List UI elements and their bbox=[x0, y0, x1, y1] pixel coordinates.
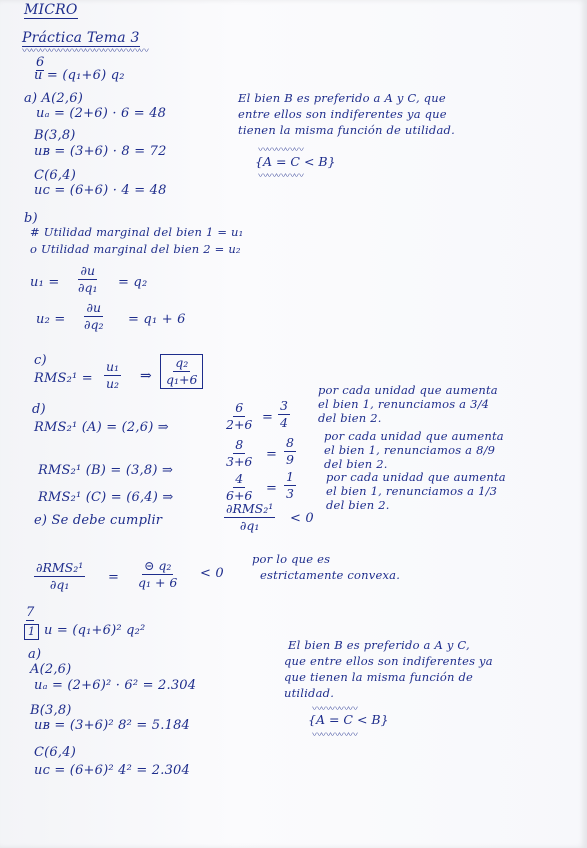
ex6-u2-num: ∂u bbox=[86, 300, 101, 315]
ex6-dC-frac bbox=[224, 472, 254, 503]
ex7-a-point-A: A(2,6) bbox=[30, 662, 72, 677]
subject-heading: MICRO bbox=[24, 2, 78, 18]
ex6-c-den: u₂ bbox=[106, 376, 120, 391]
ex6-c-result-box bbox=[160, 354, 203, 389]
ex6-dA-note-2: el bien 1, renunciamos a 3/4 bbox=[318, 397, 490, 411]
ex6-dC-num: 4 bbox=[235, 471, 244, 486]
ex6-dB-num: 8 bbox=[235, 437, 244, 452]
ex6-u1-lhs: u₁ = bbox=[30, 275, 60, 290]
ex6-dC-note-2: el bien 1, renunciamos a 1/3 bbox=[326, 484, 498, 498]
ex6-e-frac bbox=[224, 502, 275, 533]
ex6-dC-note-1: por cada unidad que aumenta bbox=[326, 470, 506, 484]
ex6-dA-rden: 4 bbox=[280, 415, 288, 430]
ex6-c-result-den: q₁+6 bbox=[166, 372, 198, 387]
ex7-a-label: a) bbox=[28, 647, 42, 662]
title-underline-wave: 〰〰〰〰〰〰〰〰〰〰〰〰〰〰 bbox=[22, 46, 148, 57]
ex6-dB-rden: 9 bbox=[286, 452, 294, 467]
ex6-c-arrow: ⇒ bbox=[140, 368, 152, 384]
ex6-c-num: u₁ bbox=[106, 359, 120, 374]
ex6-u2-den: ∂q₂ bbox=[84, 317, 104, 332]
ex7-a-point-C: C(6,4) bbox=[34, 745, 76, 760]
ex6-e2-rnum: ⊝ q₂ bbox=[143, 558, 172, 573]
ex6-e-cond: < 0 bbox=[290, 511, 314, 526]
ex6-a-utility-B: uʙ = (3+6) · 8 = 72 bbox=[34, 144, 167, 159]
ex6-c-label: c) bbox=[34, 353, 47, 368]
ex7-a-point-B: B(3,8) bbox=[30, 703, 72, 718]
ex6-u2-fraction bbox=[82, 301, 105, 332]
ex6-dA-result bbox=[278, 399, 290, 430]
ex6-order-wave-bottom: 〰〰〰〰〰 bbox=[258, 171, 303, 182]
exercise-7-item-box: 1 bbox=[24, 624, 39, 640]
ex6-dA-rnum: 3 bbox=[280, 398, 288, 413]
ex6-a-utility-A: uₐ = (2+6) · 6 = 48 bbox=[36, 106, 167, 121]
ex6-e2-result bbox=[136, 559, 179, 590]
ex6-dB-frac bbox=[224, 438, 254, 469]
exercise-6-utility: u = (q₁+6) q₂ bbox=[34, 68, 125, 83]
ex6-dB-eq: = bbox=[266, 447, 278, 462]
ex7-note-line-2: que entre ellos son indiferentes ya bbox=[284, 654, 493, 668]
ex6-b-label: b) bbox=[24, 211, 38, 226]
ex6-u1-num: ∂u bbox=[80, 263, 95, 278]
page-title: Práctica Tema 3 bbox=[22, 30, 140, 46]
ex6-b-line-1: # Utilidad marginal del bien 1 = u₁ bbox=[30, 225, 244, 239]
ex6-e2-cond: < 0 bbox=[200, 566, 224, 581]
ex6-u1-rhs: = q₂ bbox=[118, 275, 148, 290]
ex7-a-utility-A: uₐ = (2+6)² · 6² = 2.304 bbox=[34, 678, 197, 693]
ex6-dB-note-3: del bien 2. bbox=[324, 457, 388, 471]
ex6-dC-note-3: del bien 2. bbox=[326, 498, 390, 512]
ex7-a-utility-B: uʙ = (3+6)² 8² = 5.184 bbox=[34, 718, 191, 733]
ex6-dB-note-2: el bien 1, renunciamos a 8/9 bbox=[324, 443, 496, 457]
ex6-u2-lhs: u₂ = bbox=[36, 312, 66, 327]
ex6-u2-rhs: = q₁ + 6 bbox=[128, 312, 186, 327]
ex6-e2-num: ∂RMS₂¹ bbox=[36, 560, 84, 575]
ex6-dB-den: 3+6 bbox=[226, 454, 253, 469]
exercise-6-number: 6 bbox=[36, 55, 45, 70]
ex6-note-line-2: entre ellos son indiferentes ya que bbox=[238, 107, 447, 121]
ex6-dB-result bbox=[284, 436, 296, 467]
ex6-dC-rnum: 1 bbox=[286, 469, 294, 484]
ex6-dC-den: 6+6 bbox=[226, 488, 253, 503]
ex6-e-num: ∂RMS₂¹ bbox=[226, 501, 274, 516]
ex6-dA-num: 6 bbox=[235, 400, 244, 415]
ex6-dB-lhs: RMS₂¹ (B) = (3,8) ⇒ bbox=[38, 463, 174, 478]
ex6-dA-note-1: por cada unidad que aumenta bbox=[318, 383, 498, 397]
ex6-a-point-C: C(6,4) bbox=[34, 168, 76, 183]
ex6-dA-frac bbox=[224, 401, 254, 432]
ex6-dB-note-1: por cada unidad que aumenta bbox=[324, 429, 504, 443]
ex7-order-wave-bottom: 〰〰〰〰〰 bbox=[312, 730, 357, 741]
ex6-a-point-B: B(3,8) bbox=[34, 128, 76, 143]
ex6-c-result-num: q₂ bbox=[175, 355, 189, 370]
ex6-dA-lhs: RMS₂¹ (A) = (2,6) ⇒ bbox=[34, 420, 169, 435]
ex6-e2-den: ∂q₁ bbox=[49, 577, 70, 592]
ex7-a-utility-C: uᴄ = (6+6)² 4² = 2.304 bbox=[34, 763, 190, 778]
ex6-dA-eq: = bbox=[262, 410, 274, 425]
ex6-e-den: ∂q₁ bbox=[239, 518, 260, 533]
ex6-b-line-2: o Utilidad marginal del bien 2 = u₂ bbox=[30, 242, 241, 256]
ex6-u1-den: ∂q₁ bbox=[78, 280, 98, 295]
ex7-order-wave-top: 〰〰〰〰〰 bbox=[312, 704, 357, 715]
ex6-e2-eq: = bbox=[108, 570, 120, 585]
ex6-a-utility-C: uᴄ = (6+6) · 4 = 48 bbox=[34, 183, 167, 198]
ex6-dC-eq: = bbox=[266, 481, 278, 496]
ex6-preference-order: {A = C < B} bbox=[255, 154, 336, 169]
ex6-note-line-1: El bien B es preferido a A y C, que bbox=[238, 91, 446, 105]
exercise-7-utility: u = (q₁+6)² q₂² bbox=[44, 623, 146, 638]
exercise-7-number: 7 bbox=[26, 605, 35, 620]
ex6-dC-result bbox=[284, 470, 296, 501]
ex6-a-point-A: a) A(2,6) bbox=[24, 91, 83, 106]
ex6-order-wave-top: 〰〰〰〰〰 bbox=[258, 145, 303, 156]
ex6-dB-rnum: 8 bbox=[286, 435, 294, 450]
ex6-u1-fraction bbox=[76, 264, 99, 295]
ex6-note-line-3: tienen la misma función de utilidad. bbox=[238, 123, 455, 137]
ex6-d-label: d) bbox=[32, 402, 46, 417]
ex6-c-fraction bbox=[104, 360, 121, 391]
ex6-dA-den: 2+6 bbox=[226, 417, 253, 432]
ex6-dC-lhs: RMS₂¹ (C) = (6,4) ⇒ bbox=[38, 490, 174, 505]
ex6-e2-note-2: estrictamente convexa. bbox=[260, 568, 401, 582]
ex7-preference-order: {A = C < B} bbox=[308, 712, 389, 727]
ex7-note-line-1: El bien B es preferido a A y C, bbox=[288, 638, 470, 652]
ex6-c-lhs: RMS₂¹ = bbox=[34, 371, 93, 386]
ex6-e2-frac bbox=[34, 561, 85, 592]
ex7-note-line-3: que tienen la misma función de bbox=[284, 670, 474, 684]
ex6-e-text: e) Se debe cumplir bbox=[34, 513, 163, 528]
ex6-e2-rden: q₁ + 6 bbox=[138, 575, 178, 590]
ex6-dC-rden: 3 bbox=[286, 486, 294, 501]
ex6-e2-note-1: por lo que es bbox=[252, 552, 331, 566]
ex7-note-line-4: utilidad. bbox=[284, 686, 335, 700]
ex6-dA-note-3: del bien 2. bbox=[318, 411, 382, 425]
